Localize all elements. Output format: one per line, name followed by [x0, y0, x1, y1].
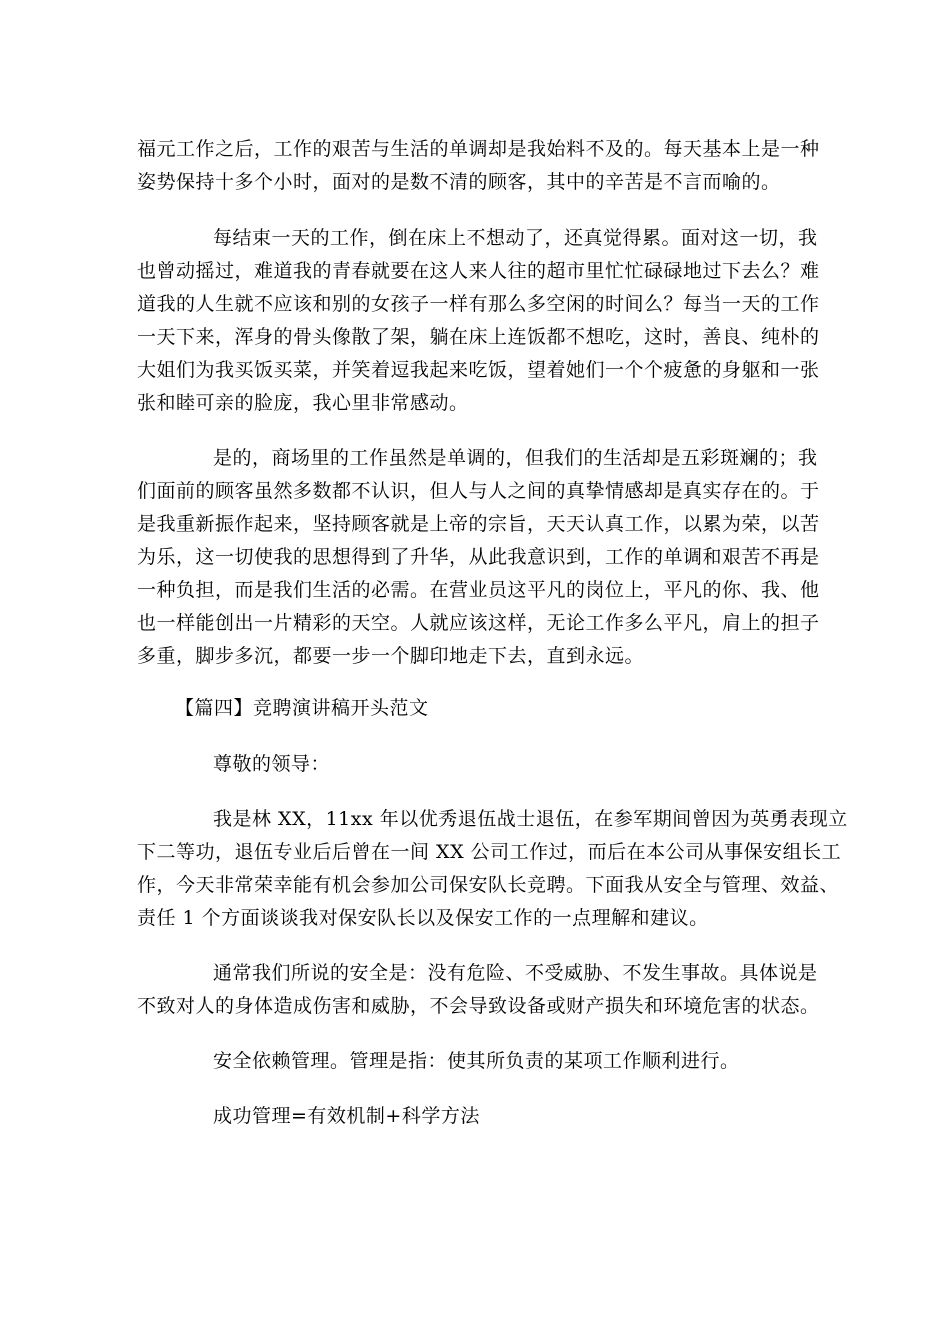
paragraph-3-line-4: 为乐，这一切使我的思想得到了升华，从此我意识到，工作的单调和艰苦不再是 [137, 546, 820, 568]
paragraph-1-line-1: 福元工作之后，工作的艰苦与生活的单调却是我始料不及的。每天基本上是一种 [137, 138, 820, 160]
speech-paragraph-1-line-3: 作，今天非常荣幸能有机会参加公司保安队长竞聘。下面我从安全与管理、效益、 [137, 874, 840, 896]
paragraph-3-line-2: 们面前的顾客虽然多数都不认识，但人与人之间的真挚情感却是真实存在的。于 [137, 480, 820, 502]
speech-paragraph-2-line-1: 通常我们所说的安全是：没有危险、不受威胁、不发生事故。具体说是 [213, 962, 818, 984]
paragraph-3-line-6: 也一样能创出一片精彩的天空。人就应该这样，无论工作多么平凡，肩上的担子 [137, 612, 820, 634]
paragraph-2-line-3: 道我的人生就不应该和别的女孩子一样有那么多空闲的时间么？每当一天的工作 [137, 293, 820, 315]
speech-paragraph-3-line-1: 安全依赖管理。管理是指：使其所负责的某项工作顺利进行。 [213, 1050, 740, 1072]
paragraph-3-line-1: 是的，商场里的工作虽然是单调的，但我们的生活却是五彩斑斓的；我 [213, 447, 818, 469]
speech-paragraph-2-line-2: 不致对人的身体造成伤害和威胁，不会导致设备或财产损失和环境危害的状态。 [137, 995, 820, 1017]
speech-paragraph-1-line-1: 我是林 XX，11xx 年以优秀退伍战士退伍，在参军期间曾因为英勇表现立 [213, 808, 848, 830]
section-heading: 【篇四】竞聘演讲稿开头范文 [175, 697, 429, 719]
paragraph-3-line-3: 是我重新振作起来，坚持顾客就是上帝的宗旨，天天认真工作，以累为荣，以苦 [137, 513, 820, 535]
speech-paragraph-1-line-2: 下二等功，退伍专业后后曾在一间 XX 公司工作过，而后在本公司从事保安组长工 [137, 841, 842, 863]
salutation: 尊敬的领导： [213, 753, 331, 775]
paragraph-2-line-2: 也曾动摇过，难道我的青春就要在这人来人往的超市里忙忙碌碌地过下去么？难 [137, 260, 820, 282]
paragraph-2-line-1: 每结束一天的工作，倒在床上不想动了，还真觉得累。面对这一切，我 [213, 227, 818, 249]
paragraph-1-line-2: 姿势保持十多个小时，面对的是数不清的顾客，其中的辛苦是不言而喻的。 [137, 171, 781, 193]
paragraph-3-line-7: 多重，脚步多沉，都要一步一个脚印地走下去，直到永远。 [137, 645, 645, 667]
speech-paragraph-1-line-4: 责任 1 个方面谈谈我对保安队长以及保安工作的一点理解和建议。 [137, 907, 709, 929]
paragraph-2-line-6: 张和睦可亲的脸庞，我心里非常感动。 [137, 392, 469, 414]
paragraph-2-line-4: 一天下来，浑身的骨头像散了架，躺在床上连饭都不想吃，这时，善良、纯朴的 [137, 326, 820, 348]
paragraph-2-line-5: 大姐们为我买饭买菜，并笑着逗我起来吃饭，望着她们一个个疲惫的身躯和一张 [137, 359, 820, 381]
paragraph-3-line-5: 一种负担，而是我们生活的必需。在营业员这平凡的岗位上，平凡的你、我、他 [137, 579, 820, 601]
speech-paragraph-4-line-1: 成功管理=有效机制+科学方法 [213, 1105, 480, 1127]
